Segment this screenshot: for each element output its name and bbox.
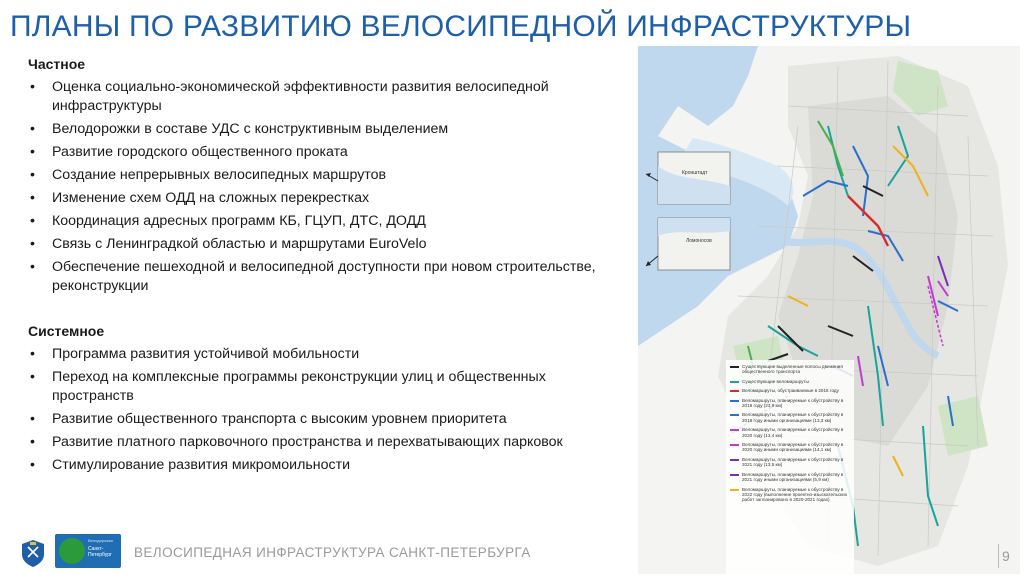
footer-text: ВЕЛОСИПЕДНАЯ ИНФРАСТРУКТУРА САНКТ-ПЕТЕРБУРГА [134,545,531,560]
legend-item: Веломаршруты, планируемые к обустройству в 2021 году (13,5 км) [730,457,848,468]
list-item: • Развитие платного парковочного пространства и перехватывающих парковок [28,433,618,452]
list-item: • Оценка социально-экономической эффективности развития велосипедной инфраструктуры [28,78,618,116]
legend-item: Веломаршруты, планируемые к обустройству в 2020 году (13,4 км) [730,427,848,438]
section-heading-private: Частное [28,56,86,72]
list-item: • Координация адресных программ КБ, ГЦУП, ДТС, ДОДД [28,212,618,231]
legend-item: Веломаршруты, планируемые к обустройству в 2019 году иными организациями (13,3 км) [730,412,848,423]
legend-item: Существующие выделенные полосы движения общественного транспорта [730,364,848,375]
footer [0,530,1024,576]
inset-label-lomonosov: Ломоносов [686,238,712,244]
private-list [28,78,618,296]
legend-item: Существующие веломаршруты [730,379,848,384]
list-item: • Переход на комплексные программы реконструкции улиц и общественных пространств [28,368,618,406]
list-item: • Велодорожки в составе УДС с конструктивным выделением [28,120,618,139]
list-item: • Связь с Ленинградкой областью и маршрутами EuroVelo [28,235,618,254]
legend-item: Веломаршруты, обустраиваемые в 2018 году [730,388,848,393]
legend-item: Веломаршруты, планируемые к обустройству в 2021 году иными организациями (5,9 км) [730,472,848,483]
page-title: ПЛАНЫ ПО РАЗВИТИЮ ВЕЛОСИПЕДНОЙ ИНФРАСТРУКТУРЫ [10,10,912,43]
list-item: • Стимулирование развития микромоильности [28,456,618,475]
map-legend [730,364,848,507]
system-list [28,345,618,475]
plans-content [28,56,618,479]
section-heading-system: Системное [28,323,105,339]
list-item: • Изменение схем ОДД на сложных перекрестках [28,189,618,208]
legend-item: Веломаршруты, планируемые к обустройству в 2020 году иными организациями (14,1 км) [730,442,848,453]
page-number: 9 [998,544,1010,568]
list-item: • Обеспечение пешеходной и велосипедной доступности при новом строительстве, реконструкции [28,258,618,296]
list-item: • Развитие общественного транспорта с высоким уровнем приоритета [28,410,618,429]
velo-logo: Велодорожки Санкт-Петербург [55,534,121,568]
inset-label-kronstadt: Кронштадт [682,170,708,176]
list-item: • Программа развития устойчивой мобильности [28,345,618,364]
list-item: • Создание непрерывных велосипедных маршрутов [28,166,618,185]
legend-item: Веломаршруты, планируемые к обустройству в 2022 году (выполнение проектно-изыскательских работ запланировано в 2020-2021 годах) [730,487,848,503]
list-item: • Развитие городского общественного проката [28,143,618,162]
legend-item: Веломаршруты, планируемые к обустройству в 2019 году (23,9 км) [730,398,848,409]
city-emblem-icon [18,538,48,568]
